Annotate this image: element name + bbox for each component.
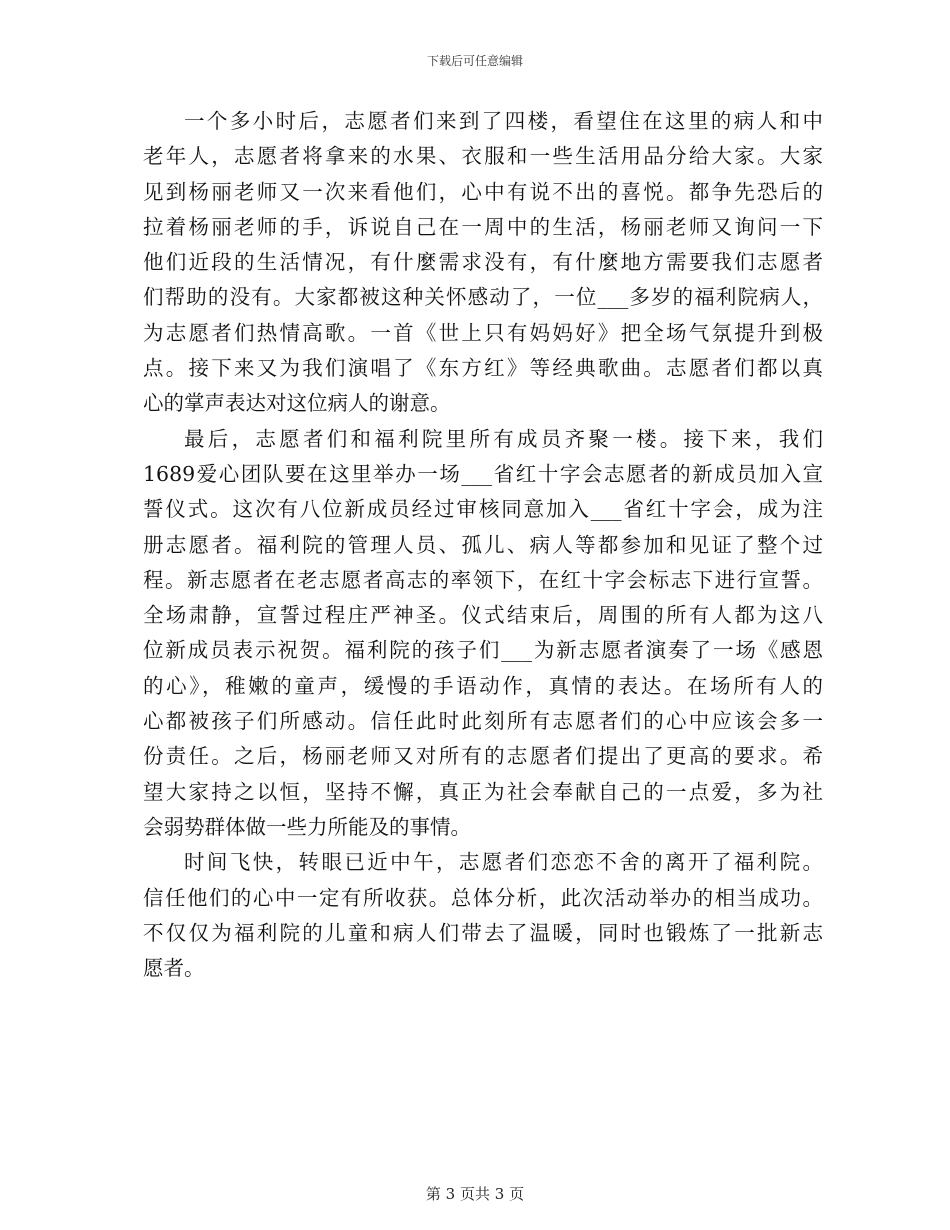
paragraph-2 <box>143 422 823 846</box>
text-line: 拉着杨丽老师的手，诉说自己在一周中的生活，杨丽老师又询问一下 <box>143 214 823 239</box>
text-line: 位新成员表示祝贺。福利院的孩子们___为新志愿者演奏了一场《感恩 <box>143 638 823 663</box>
text-line: 老年人，志愿者将拿来的水果、衣服和一些生活用品分给大家。大家 <box>143 144 823 169</box>
document-body <box>143 104 823 986</box>
text-line: 誓仪式。这次有八位新成员经过审核同意加入___省红十字会，成为注 <box>143 497 823 522</box>
text-line: 愿者。 <box>143 956 205 981</box>
paragraph-3 <box>143 845 823 986</box>
text-line: 他们近段的生活情况，有什麼需求没有，有什麼地方需要我们志愿者 <box>143 250 823 275</box>
text-line: 册志愿者。福利院的管理人员、孤儿、病人等都参加和见证了整个过 <box>143 532 823 557</box>
text-line: 1689爱心团队要在这里举办一场___省红十字会志愿者的新成员加入宣 <box>143 461 823 486</box>
text-line: 心的掌声表达对这位病人的谢意。 <box>143 391 451 416</box>
text-line: 心都被孩子们所感动。信任此时此刻所有志愿者们的心中应该会多一 <box>143 709 823 734</box>
text-line: 望大家持之以恒，坚持不懈，真正为社会奉献自己的一点爱，多为社 <box>143 779 823 804</box>
page-footer: 第 3 页共 3 页 <box>425 1185 525 1203</box>
text-line: 会弱势群体做一些力所能及的事情。 <box>143 814 471 839</box>
text-line: 的心》，稚嫩的童声，缓慢的手语动作，真情的表达。在场所有人的 <box>143 673 823 698</box>
text-line: 全场肃静，宣誓过程庄严神圣。仪式结束后，周围的所有人都为这八 <box>143 603 823 628</box>
text-line: 不仅仅为福利院的儿童和病人们带去了温暖，同时也锻炼了一批新志 <box>143 920 823 945</box>
paragraph-1 <box>143 104 823 422</box>
text-line: 见到杨丽老师又一次来看他们，心中有说不出的喜悦。都争先恐后的 <box>143 179 823 204</box>
page-header: 下载后可任意编辑 <box>426 54 523 68</box>
text-line: 最后，志愿者们和福利院里所有成员齐聚一楼。接下来，我们 <box>184 426 823 451</box>
text-line: 一个多小时后，志愿者们来到了四楼，看望住在这里的病人和中 <box>184 109 823 133</box>
text-line: 信任他们的心中一定有所收获。总体分析，此次活动举办的相当成功。 <box>143 885 823 910</box>
text-line: 份责任。之后，杨丽老师又对所有的志愿者们提出了更高的要求。希 <box>143 744 823 769</box>
text-line: 时间飞快，转眼已近中午，志愿者们恋恋不舍的离开了福利院。 <box>184 850 823 875</box>
text-line: 为志愿者们热情高歌。一首《世上只有妈妈好》把全场气氛提升到极 <box>143 320 823 345</box>
text-line: 点。接下来又为我们演唱了《东方红》等经典歌曲。志愿者们都以真 <box>143 356 823 381</box>
text-line: 们帮助的没有。大家都被这种关怀感动了，一位___多岁的福利院病人， <box>143 285 823 310</box>
text-line: 程。新志愿者在老志愿者高志的率领下，在红十字会标志下进行宣誓。 <box>143 567 823 592</box>
